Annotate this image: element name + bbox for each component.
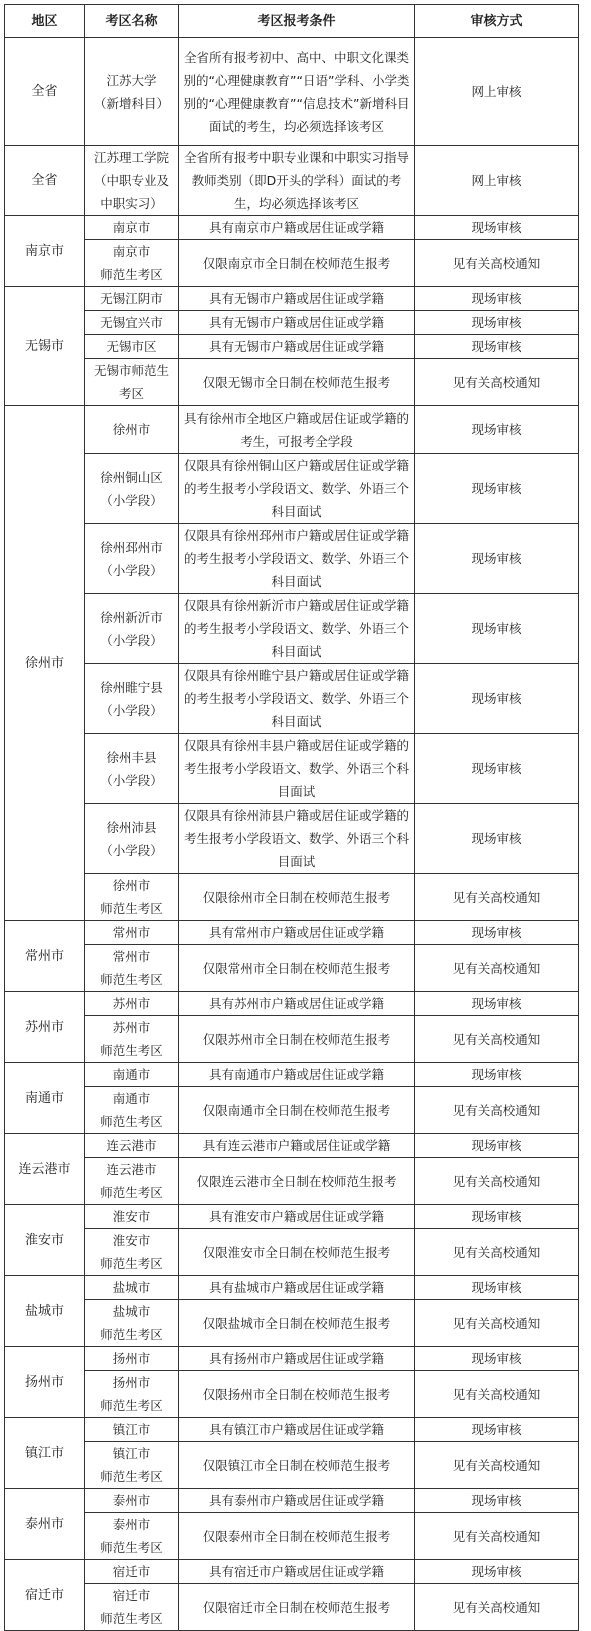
conditions-cell: 具有淮安市户籍或居住证或学籍: [179, 1205, 415, 1229]
area-name-cell: 镇江市 师范生考区: [85, 1442, 179, 1489]
table-row: [5, 216, 579, 240]
conditions-cell: 具有泰州市户籍或居住证或学籍: [179, 1489, 415, 1513]
area-name-cell: 徐州睢宁县 （小学段）: [85, 664, 179, 734]
table-row: [5, 146, 579, 216]
table-row: [5, 1584, 579, 1631]
review-method-cell: 见有关高校通知: [415, 359, 579, 406]
header-area-name: 考区名称: [85, 5, 179, 38]
conditions-cell: 具有盐城市户籍或居住证或学籍: [179, 1276, 415, 1300]
conditions-cell: 具有苏州市户籍或居住证或学籍: [179, 992, 415, 1016]
area-name-cell: 徐州新沂市 （小学段）: [85, 594, 179, 664]
review-method-cell: 现场审核: [415, 992, 579, 1016]
table-row: [5, 1300, 579, 1347]
table-row: [5, 1087, 579, 1134]
area-name-cell: 南京市: [85, 216, 179, 240]
area-name-cell: 扬州市: [85, 1347, 179, 1371]
review-method-cell: 见有关高校通知: [415, 1158, 579, 1205]
area-name-cell: 南通市: [85, 1063, 179, 1087]
area-name-cell: 扬州市 师范生考区: [85, 1371, 179, 1418]
conditions-cell: 具有无锡市户籍或居住证或学籍: [179, 335, 415, 359]
area-name-cell: 盐城市: [85, 1276, 179, 1300]
area-name-cell: 镇江市: [85, 1418, 179, 1442]
area-name-cell: 宿迁市 师范生考区: [85, 1584, 179, 1631]
region-cell: 扬州市: [5, 1347, 85, 1418]
review-method-cell: 见有关高校通知: [415, 1442, 579, 1489]
review-method-cell: 见有关高校通知: [415, 1229, 579, 1276]
area-name-cell: 江苏理工学院 （中职专业及中职实习）: [85, 146, 179, 216]
region-cell: 连云港市: [5, 1134, 85, 1205]
conditions-cell: 仅限具有徐州铜山区户籍或居住证或学籍的考生报考小学段语文、数学、外语三个科目面试: [179, 454, 415, 524]
conditions-cell: 仅限宿迁市全日制在校师范生报考: [179, 1584, 415, 1631]
area-name-cell: 连云港市 师范生考区: [85, 1158, 179, 1205]
conditions-cell: 仅限泰州市全日制在校师范生报考: [179, 1513, 415, 1560]
conditions-cell: 仅限徐州市全日制在校师范生报考: [179, 874, 415, 921]
review-method-cell: 见有关高校通知: [415, 1513, 579, 1560]
conditions-cell: 仅限南京市全日制在校师范生报考: [179, 240, 415, 287]
area-name-cell: 苏州市 师范生考区: [85, 1016, 179, 1063]
region-cell: 盐城市: [5, 1276, 85, 1347]
table-row: [5, 287, 579, 311]
table-row: [5, 1205, 579, 1229]
table-row: [5, 1016, 579, 1063]
conditions-cell: 全省所有报考初中、高中、中职文化课类别的“心理健康教育”“日语”学科、小学类别的“心理健康教育”“信息技术”新增科目面试的考生，均必须选择该考区: [179, 38, 415, 146]
conditions-cell: 具有无锡市户籍或居住证或学籍: [179, 311, 415, 335]
review-method-cell: 见有关高校通知: [415, 945, 579, 992]
area-name-cell: 泰州市 师范生考区: [85, 1513, 179, 1560]
conditions-cell: 具有徐州市全地区户籍或居住证或学籍的考生，可报考全学段: [179, 406, 415, 454]
conditions-cell: 仅限连云港市全日制在校师范生报考: [179, 1158, 415, 1205]
area-name-cell: 徐州市: [85, 406, 179, 454]
table-row: [5, 945, 579, 992]
conditions-cell: 仅限镇江市全日制在校师范生报考: [179, 1442, 415, 1489]
area-name-cell: 徐州丰县 （小学段）: [85, 734, 179, 804]
review-method-cell: 见有关高校通知: [415, 874, 579, 921]
table-row: [5, 240, 579, 287]
review-method-cell: 现场审核: [415, 1347, 579, 1371]
area-name-cell: 宿迁市: [85, 1560, 179, 1584]
conditions-cell: 具有宿迁市户籍或居住证或学籍: [179, 1560, 415, 1584]
conditions-cell: 仅限具有徐州新沂市户籍或居住证或学籍的考生报考小学段语文、数学、外语三个科目面试: [179, 594, 415, 664]
conditions-cell: 具有连云港市户籍或居住证或学籍: [179, 1134, 415, 1158]
area-name-cell: 常州市: [85, 921, 179, 945]
review-method-cell: 现场审核: [415, 1063, 579, 1087]
region-cell: 南通市: [5, 1063, 85, 1134]
conditions-cell: 具有无锡市户籍或居住证或学籍: [179, 287, 415, 311]
table-row: [5, 1442, 579, 1489]
conditions-cell: 仅限具有徐州沛县户籍或居住证或学籍的考生报考小学段语文、数学、外语三个科目面试: [179, 804, 415, 874]
area-name-cell: 南通市 师范生考区: [85, 1087, 179, 1134]
table-row: [5, 454, 579, 524]
region-cell: 全省: [5, 146, 85, 216]
table-row: [5, 874, 579, 921]
review-method-cell: 现场审核: [415, 454, 579, 524]
area-name-cell: 徐州市 师范生考区: [85, 874, 179, 921]
region-cell: 徐州市: [5, 406, 85, 921]
review-method-cell: 见有关高校通知: [415, 1584, 579, 1631]
area-name-cell: 常州市 师范生考区: [85, 945, 179, 992]
area-name-cell: 徐州铜山区 （小学段）: [85, 454, 179, 524]
region-cell: 常州市: [5, 921, 85, 992]
review-method-cell: 网上审核: [415, 38, 579, 146]
table-row: [5, 1276, 579, 1300]
region-cell: 无锡市: [5, 287, 85, 406]
area-name-cell: 徐州邳州市 （小学段）: [85, 524, 179, 594]
table-row: [5, 1158, 579, 1205]
conditions-cell: 具有镇江市户籍或居住证或学籍: [179, 1418, 415, 1442]
table-row: [5, 992, 579, 1016]
review-method-cell: 现场审核: [415, 1418, 579, 1442]
conditions-cell: 仅限淮安市全日制在校师范生报考: [179, 1229, 415, 1276]
area-name-cell: 淮安市: [85, 1205, 179, 1229]
table-row: [5, 1063, 579, 1087]
table-row: [5, 1418, 579, 1442]
review-method-cell: 现场审核: [415, 594, 579, 664]
region-cell: 南京市: [5, 216, 85, 287]
table-body: [5, 38, 579, 1631]
review-method-cell: 见有关高校通知: [415, 1371, 579, 1418]
table-row: [5, 1560, 579, 1584]
review-method-cell: 见有关高校通知: [415, 240, 579, 287]
conditions-cell: 仅限盐城市全日制在校师范生报考: [179, 1300, 415, 1347]
conditions-cell: 仅限具有徐州丰县户籍或居住证或学籍的考生报考小学段语文、数学、外语三个科目面试: [179, 734, 415, 804]
table-row: [5, 921, 579, 945]
area-name-cell: 盐城市 师范生考区: [85, 1300, 179, 1347]
review-method-cell: 见有关高校通知: [415, 1016, 579, 1063]
area-name-cell: 连云港市: [85, 1134, 179, 1158]
review-method-cell: 现场审核: [415, 921, 579, 945]
review-method-cell: 见有关高校通知: [415, 1300, 579, 1347]
region-cell: 镇江市: [5, 1418, 85, 1489]
table-row: [5, 1371, 579, 1418]
region-cell: 宿迁市: [5, 1560, 85, 1631]
review-method-cell: 网上审核: [415, 146, 579, 216]
table-row: [5, 335, 579, 359]
review-method-cell: 现场审核: [415, 311, 579, 335]
review-method-cell: 现场审核: [415, 1489, 579, 1513]
table-row: [5, 1347, 579, 1371]
exam-area-table: [4, 4, 579, 1631]
table-row: [5, 804, 579, 874]
review-method-cell: 现场审核: [415, 1205, 579, 1229]
review-method-cell: 现场审核: [415, 216, 579, 240]
header-region: 地区: [5, 5, 85, 38]
header-row: [5, 5, 579, 38]
conditions-cell: 仅限无锡市全日制在校师范生报考: [179, 359, 415, 406]
table-row: [5, 1229, 579, 1276]
header-review-method: 审核方式: [415, 5, 579, 38]
table-row: [5, 406, 579, 454]
conditions-cell: 仅限常州市全日制在校师范生报考: [179, 945, 415, 992]
table-row: [5, 311, 579, 335]
region-cell: 全省: [5, 38, 85, 146]
conditions-cell: 具有扬州市户籍或居住证或学籍: [179, 1347, 415, 1371]
table-row: [5, 594, 579, 664]
review-method-cell: 现场审核: [415, 287, 579, 311]
area-name-cell: 无锡市区: [85, 335, 179, 359]
conditions-cell: 仅限南通市全日制在校师范生报考: [179, 1087, 415, 1134]
review-method-cell: 现场审核: [415, 804, 579, 874]
header-conditions: 考区报考条件: [179, 5, 415, 38]
table-wrapper: [4, 4, 579, 1631]
table-row: [5, 524, 579, 594]
region-cell: 淮安市: [5, 1205, 85, 1276]
conditions-cell: 具有南通市户籍或居住证或学籍: [179, 1063, 415, 1087]
region-cell: 苏州市: [5, 992, 85, 1063]
review-method-cell: 现场审核: [415, 524, 579, 594]
area-name-cell: 无锡江阴市: [85, 287, 179, 311]
conditions-cell: 仅限扬州市全日制在校师范生报考: [179, 1371, 415, 1418]
area-name-cell: 淮安市 师范生考区: [85, 1229, 179, 1276]
conditions-cell: 仅限具有徐州邳州市户籍或居住证或学籍的考生报考小学段语文、数学、外语三个科目面试: [179, 524, 415, 594]
table-row: [5, 1134, 579, 1158]
area-name-cell: 苏州市: [85, 992, 179, 1016]
table-row: [5, 1513, 579, 1560]
area-name-cell: 无锡宜兴市: [85, 311, 179, 335]
conditions-cell: 具有南京市户籍或居住证或学籍: [179, 216, 415, 240]
conditions-cell: 全省所有报考中职专业课和中职实习指导教师类别（即D开头的学科）面试的考生，均必须选择该考区: [179, 146, 415, 216]
area-name-cell: 江苏大学 （新增科目）: [85, 38, 179, 146]
review-method-cell: 现场审核: [415, 664, 579, 734]
area-name-cell: 泰州市: [85, 1489, 179, 1513]
conditions-cell: 具有常州市户籍或居住证或学籍: [179, 921, 415, 945]
review-method-cell: 见有关高校通知: [415, 1087, 579, 1134]
area-name-cell: 徐州沛县 （小学段）: [85, 804, 179, 874]
table-row: [5, 359, 579, 406]
review-method-cell: 现场审核: [415, 734, 579, 804]
area-name-cell: 无锡市师范生 考区: [85, 359, 179, 406]
review-method-cell: 现场审核: [415, 1276, 579, 1300]
table-row: [5, 38, 579, 146]
review-method-cell: 现场审核: [415, 1560, 579, 1584]
review-method-cell: 现场审核: [415, 335, 579, 359]
table-row: [5, 734, 579, 804]
area-name-cell: 南京市 师范生考区: [85, 240, 179, 287]
conditions-cell: 仅限具有徐州睢宁县户籍或居住证或学籍的考生报考小学段语文、数学、外语三个科目面试: [179, 664, 415, 734]
review-method-cell: 现场审核: [415, 1134, 579, 1158]
table-row: [5, 664, 579, 734]
table-row: [5, 1489, 579, 1513]
conditions-cell: 仅限苏州市全日制在校师范生报考: [179, 1016, 415, 1063]
review-method-cell: 现场审核: [415, 406, 579, 454]
region-cell: 泰州市: [5, 1489, 85, 1560]
